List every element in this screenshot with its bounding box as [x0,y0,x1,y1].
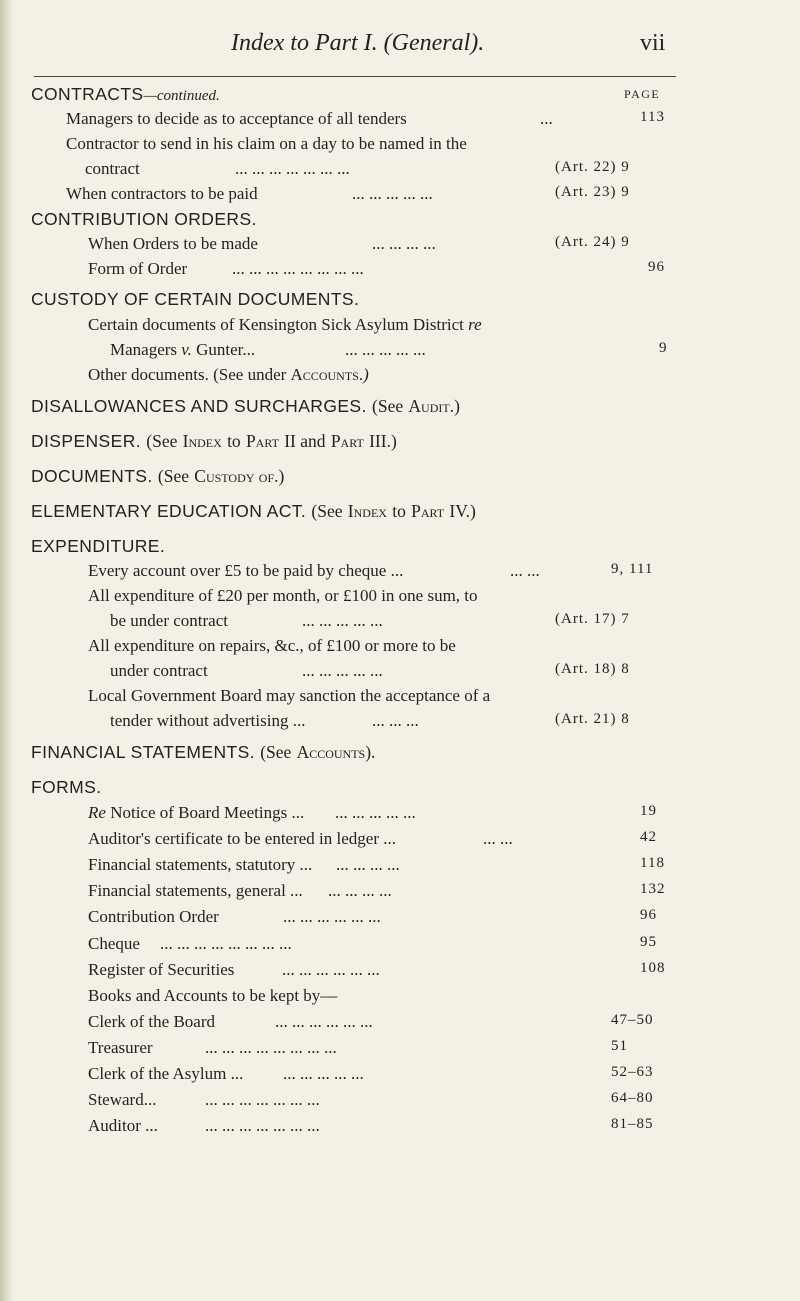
entry-text [110,340,255,360]
note-text: ) [278,466,285,486]
entry-label: Financial statements, general ... [88,881,303,901]
entry-leader: ... ... ... ... ... ... ... [205,1090,320,1110]
entry-text: Contractor to send in his claim on a day to be named in the [66,134,467,153]
entry-page: 9, 111 [611,561,654,577]
entry-leader: ... ... ... ... ... [302,611,383,630]
entry-leader: ... ... ... ... ... ... ... [235,159,350,178]
heading-text: FINANCIAL STATEMENTS. [31,742,255,762]
entry-text: When Orders to be made [88,234,258,253]
forms-sub-entry [0,1064,800,1092]
forms-sub-entry [0,1116,800,1144]
index-entry [0,586,800,614]
entry-text: When contractors to be paid [66,184,258,203]
running-head-page-number: vii [640,30,666,56]
entry-leader: ... ... ... ... ... ... ... ... [160,933,292,953]
note-text: to [227,431,241,451]
entry-text: Every account over £5 to be paid by cheque ... [88,561,404,580]
cross-reference: Part [411,501,445,521]
entry-text: be under contract [110,611,228,630]
entry-page: 96 [648,259,665,275]
elementary-heading-line [0,501,800,529]
entry-text: Form of Order [88,259,188,278]
entry-text: Auditor ... [88,1116,158,1136]
contracts-heading-text: CONTRACTS [31,84,144,104]
entry-text [88,315,482,335]
entry-text: All expenditure of £20 per month, or £100 in one sum, to [88,586,478,605]
index-entry [0,315,800,343]
entry-leader: ... ... [510,561,540,580]
entry-page: 113 [640,109,665,125]
index-entry [0,109,800,137]
dispenser-heading [31,431,397,452]
entry-page: 19 [640,803,657,819]
running-head [0,30,800,70]
expenditure-heading: EXPENDITURE. [31,536,166,556]
note-text: (See [372,396,404,416]
index-entry [0,561,800,589]
note-text: III.) [369,431,397,451]
cross-reference: Part [245,431,279,451]
cross-reference: Index [182,431,222,451]
forms-heading: FORMS. [31,777,102,797]
entry-page: (Art. 22) 9 [555,159,630,175]
index-entry [0,234,800,262]
entry-leader: ... ... ... ... ... ... [282,959,380,979]
entry-label: Books and Accounts to be kept by— [88,985,338,1005]
entry-text: Clerk of the Asylum ... [88,1064,244,1083]
entry-page: 132 [640,881,666,898]
entry-page: (Art. 21) 8 [555,711,630,727]
heading-text: DISPENSER. [31,431,141,451]
entry-leader: ... ... ... ... [328,881,392,901]
entry-page: 52–63 [611,1064,654,1080]
entry-leader: ... ... ... ... [336,855,400,875]
forms-entry [0,934,800,962]
financial-heading [31,742,375,763]
note-text: (See [311,501,343,521]
entry-text [88,986,337,1006]
expenditure-heading-line [0,536,800,564]
disallowances-heading-line [0,396,800,424]
index-entry [0,711,800,739]
entry-page: (Art. 18) 8 [555,661,630,677]
entry-leader: ... ... ... ... ... ... ... [205,1116,320,1136]
contracts-heading-line [0,84,800,112]
note-text: IV.) [449,501,476,521]
note-text: (See [157,466,190,486]
page-column-label: PAGE [624,87,661,101]
entry-text [88,907,219,927]
entry-leader: ... ... ... ... ... [302,661,383,680]
index-entry [0,340,800,368]
forms-entry [0,960,800,988]
entry-label: Auditor's certificate to be entered in ledger ... [88,829,396,849]
entry-text: Steward... [88,1090,157,1110]
forms-entry [0,803,800,831]
entry-page: (Art. 24) 9 [555,234,630,250]
cross-reference: Audit. [408,396,455,416]
entry-page: 64–80 [611,1090,654,1107]
entry-page: (Art. 17) 7 [555,611,630,627]
index-entry [0,661,800,689]
elementary-heading [31,501,476,522]
entry-leader: ... ... ... ... ... [335,803,416,822]
custody-heading-line [0,289,800,317]
index-entry [0,184,800,212]
entry-text-part: Certain documents of Kensington Sick Asylum District [88,315,464,334]
entry-text: All expenditure on repairs, &c., of £100 or more to be [88,636,456,655]
entry-text-part: Other documents. (See under [88,365,287,384]
forms-sub-entry [0,1090,800,1118]
entry-page: 95 [640,933,657,950]
entry-label: Cheque [88,933,140,953]
entry-leader: ... ... ... ... ... ... ... ... [232,259,364,278]
forms-sub-entry [0,1012,800,1040]
entry-page: 51 [611,1037,628,1054]
entry-page: (Art. 23) 9 [555,184,630,200]
heading-text: DISALLOWANCES AND SURCHARGES. [31,396,367,416]
note-text: ) [454,396,460,416]
contracts-heading [31,84,220,105]
index-entry [0,159,800,187]
entry-prefix: Re [88,803,111,822]
cross-reference: Accounts [296,742,366,762]
entry-text [88,829,396,849]
heading-text: DOCUMENTS. [31,466,153,486]
entry-text [88,365,369,385]
forms-sub-entry [0,1038,800,1066]
entry-label: Contribution Order [88,907,219,927]
cross-reference: Index [347,501,387,521]
header-rule [34,76,676,77]
entry-page: 9 [659,340,668,356]
disallowances-heading [31,396,460,417]
entry-leader: ... ... ... ... ... [352,184,433,203]
entry-text: Treasurer [88,1037,153,1057]
index-entry [0,259,800,287]
entry-text: tender without advertising ... [110,711,306,730]
entry-page: 47–50 [611,1011,654,1028]
forms-entry [0,907,800,935]
custody-heading: CUSTODY OF CERTAIN DOCUMENTS. [31,289,360,309]
forms-entry [0,986,800,1014]
entry-leader: ... ... ... ... ... [283,1064,364,1083]
note-text: II and [284,431,326,451]
entry-label: Notice of Board Meetings ... [110,803,305,822]
index-entry [0,686,800,714]
contribution-heading-line [0,209,800,237]
dispenser-heading-line [0,431,800,459]
entry-page: 108 [640,959,666,976]
entry-leader: ... ... ... ... [372,234,436,253]
entry-text: under contract [110,661,208,680]
index-entry [0,134,800,162]
index-entry [0,365,800,393]
forms-entry [0,881,800,909]
entry-leader: ... ... ... [372,711,419,730]
heading-text: ELEMENTARY EDUCATION ACT. [31,501,307,521]
forms-heading-line [0,777,800,805]
entry-text [88,855,312,875]
index-entry [0,611,800,639]
entry-leader: ... ... ... ... ... ... [283,907,381,927]
entry-leader: ... [540,109,553,128]
forms-entry [0,855,800,883]
entry-text [88,881,303,901]
note-text: ). [365,742,376,762]
entry-page: 96 [640,907,657,924]
entry-leader: ... ... ... ... ... ... [275,1011,373,1031]
entry-text-part: Managers [110,340,178,359]
entry-leader: ... ... ... ... ... ... ... ... [205,1037,337,1057]
cross-reference: Part [330,431,364,451]
entry-text-italic: v. [181,340,192,359]
entry-text [88,960,234,980]
note-text: (See [260,742,292,762]
note-text: to [392,501,406,521]
entry-label: Financial statements, statutory ... [88,855,313,875]
forms-entry [0,829,800,857]
contribution-heading: CONTRIBUTION ORDERS. [31,209,257,229]
note-text: (See [146,431,178,451]
documents-heading-line [0,466,800,494]
cross-reference: Accounts. [290,365,364,384]
entry-text: Local Government Board may sanction the acceptance of a [88,686,491,705]
running-head-title: Index to Part I. (General). [231,30,485,56]
entry-text-italic: re [468,315,482,334]
entry-page: 118 [640,855,665,872]
entry-page: 42 [640,829,657,846]
contracts-continued: —continued. [143,88,220,104]
financial-heading-line [0,742,800,770]
entry-text: contract [85,159,140,178]
entry-label: Register of Securities [88,959,235,979]
documents-heading [31,466,284,487]
entry-text-part: ) [363,365,369,384]
entry-leader: ... ... ... ... ... [345,340,426,359]
entry-page: 81–85 [611,1116,654,1133]
entry-text [88,934,140,954]
cross-reference: Custody of. [194,466,279,486]
entry-text-part: Gunter... [196,340,256,359]
index-entry [0,636,800,664]
entry-text [88,803,304,823]
entry-text: Clerk of the Board [88,1011,215,1031]
entry-text: Managers to decide as to acceptance of all tenders [66,109,407,128]
entry-leader: ... ... [483,829,513,849]
